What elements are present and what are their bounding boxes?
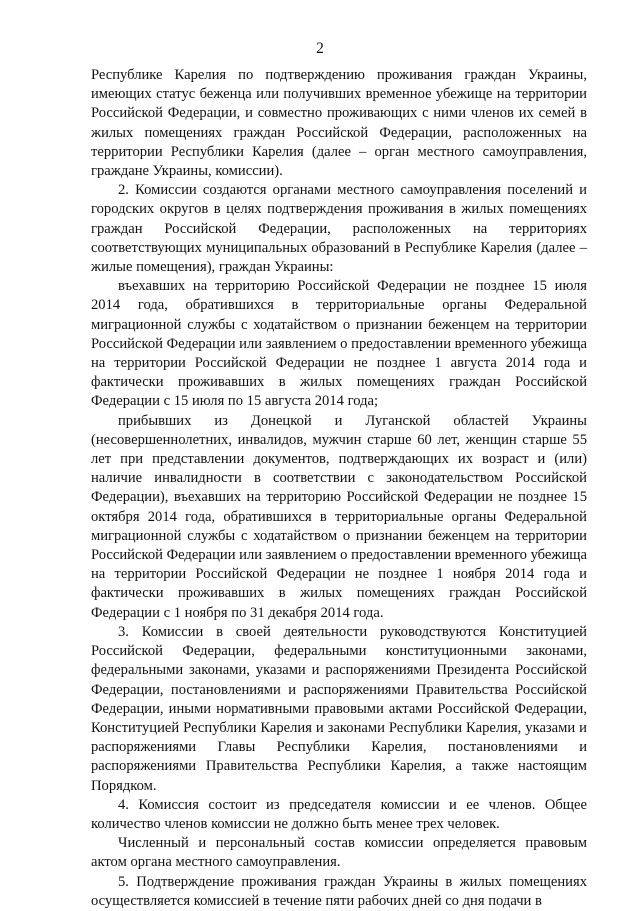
paragraph-2-item-2: прибывших из Донецкой и Луганской областей Украины (несовершеннолетних, инвалидов, мужчин старше 60 лет, женщин старше 55 лет при представлении документов, подтверждающих их возраст и (или) наличие инвалидности в соответствии с законодательством Российской Федерации), въехавших на территорию Российской Федерации не позднее 15 октября 2014 года, обратившихся в территориальные органы Федеральной миграционной службы с ходатайством о признании беженцем на территории Российской Федерации или заявлением о предоставлении временного убежища на территории Российской Федерации не позднее 1 ноября 2014 года и фактически проживавших в жилых помещениях граждан Российской Федерации с 1 ноября по 31 декабря 2014 года. (91, 412, 587, 621)
page-number: 2 (316, 40, 324, 57)
paragraph-3: 3. Комиссии в своей деятельности руководствуются Конституцией Российской Федерации, федеральными конституционными законами, федеральными законами, указами и распоряжениями Президента Российской Федерации, постановлениями и распоряжениями Правительства Российской Федерации, иными нормативными правовыми актами Российской Федерации, Конституцией Республики Карелия и законами Республики Карелия, указами и распоряжениями Главы Республики Карелия, постановлениями и распоряжениями Правительства Республики Карелия, а также настоящим Порядком. (91, 623, 587, 794)
paragraph-continuation: Республике Карелия по подтверждению проживания граждан Украины, имеющих статус беженца или получивших временное убежище на территории Российской Федерации, и совместно проживающих с ними членов их семей в жилых помещениях граждан Российской Федерации, расположенных на территории Республики Карелия (далее – орган местного самоуправления, граждане Украины, комиссии). (91, 67, 587, 180)
paragraph-2-item-1: въехавших на территорию Российской Федерации не позднее 15 июля 2014 года, обратившихся в территориальные органы Федеральной миграционной службы с ходатайством о признании беженцем на территории Российской Федерации или заявлением о предоставлении временного убежища на территории Российской Федерации не позднее 1 августа 2014 года и фактически проживавших в жилых помещениях граждан Российской Федерации с 15 июля по 15 августа 2014 года; (91, 278, 587, 410)
paragraph-4-composition: Численный и персональный состав комиссии определяется правовым актом органа местного самоуправления. (91, 835, 587, 871)
paragraph-5: 5. Подтверждение проживания граждан Украины в жилых помещениях осуществляется комиссией в течение пяти рабочих дней со дня подачи в (91, 873, 587, 909)
paragraph-2: 2. Комиссии создаются органами местного самоуправления поселений и городских округов в целях подтверждения проживания в жилых помещениях граждан Российской Федерации, расположенных на территориях соответствующих муниципальных образований в Республике Карелия (далее – жилые помещения), граждан Украины: (91, 182, 587, 276)
paragraph-4: 4. Комиссия состоит из председателя комиссии и ее членов. Общее количество членов комиссии не должно быть менее трех человек. (91, 796, 587, 832)
document-body (91, 66, 587, 911)
